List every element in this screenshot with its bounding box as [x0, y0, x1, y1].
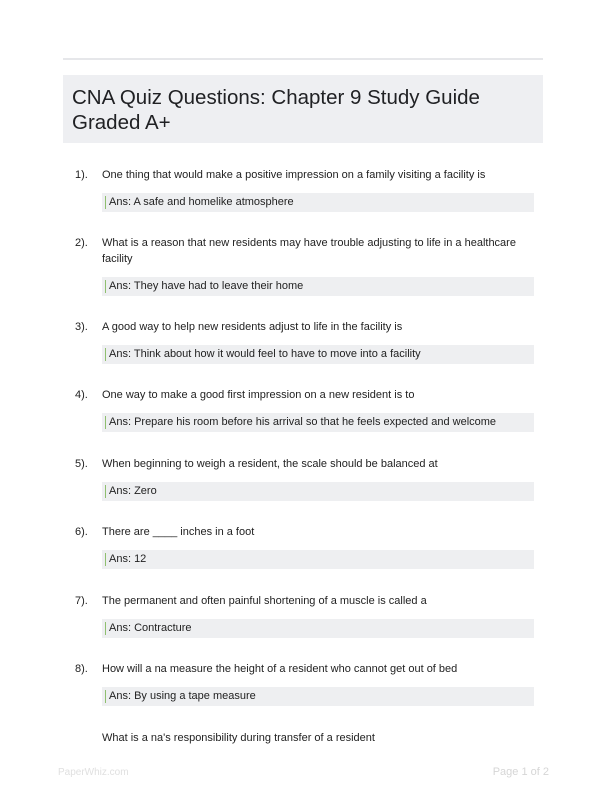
answer-box-2 [102, 277, 534, 296]
title-banner [63, 75, 543, 143]
page-number: Page 1 of 2 [492, 766, 549, 778]
answer-text: Ans: They have had to leave their home [109, 280, 304, 292]
question-text: What is a reason that new residents may have trouble adjusting to life in a healthcare facility [102, 237, 516, 265]
question-text: A good way to help new residents adjust to life in the facility is [102, 321, 403, 333]
question-text: How will a na measure the height of a resident who cannot get out of bed [102, 663, 458, 675]
answer-box-4 [102, 413, 534, 432]
answer-text: Ans: Zero [109, 485, 157, 497]
top-divider [63, 58, 543, 60]
answer-accent-bar [105, 416, 106, 429]
question-number: 8). [75, 663, 88, 675]
answer-accent-bar [105, 196, 106, 209]
answer-box-1 [102, 193, 534, 212]
answer-accent-bar [105, 280, 106, 293]
answer-accent-bar [105, 553, 106, 566]
answer-accent-bar [105, 690, 106, 703]
answer-text: Ans: A safe and homelike atmosphere [109, 196, 294, 208]
answer-accent-bar [105, 622, 106, 635]
page-title: CNA Quiz Questions: Chapter 9 Study Guide Graded A+ [72, 86, 480, 134]
question-number: 5). [75, 458, 88, 470]
answer-text: Ans: Prepare his room before his arrival so that he feels expected and welcome [109, 416, 497, 428]
question-text: The permanent and often painful shortening of a muscle is called a [102, 595, 427, 607]
question-text: One way to make a good first impression on a new resident is to [102, 389, 415, 401]
question-number: 2). [75, 237, 88, 249]
question-number: 7). [75, 595, 88, 607]
question-text: What is a na's responsibility during transfer of a resident [102, 732, 375, 744]
answer-box-6 [102, 550, 534, 569]
footer-watermark: PaperWhiz.com [58, 767, 129, 778]
answer-box-7 [102, 619, 534, 638]
question-text: When beginning to weigh a resident, the scale should be balanced at [102, 458, 438, 470]
answer-text: Ans: Think about how it would feel to have to move into a facility [109, 348, 421, 360]
answer-box-5 [102, 482, 534, 501]
answer-text: Ans: Contracture [109, 622, 192, 634]
answer-text: Ans: By using a tape measure [109, 690, 256, 702]
question-text: One thing that would make a positive impression on a family visiting a facility is [102, 169, 486, 181]
answer-accent-bar [105, 485, 106, 498]
answer-box-3 [102, 345, 534, 364]
question-number: 3). [75, 321, 88, 333]
answer-text: Ans: 12 [109, 553, 147, 565]
question-text: There are ____ inches in a foot [102, 526, 255, 538]
question-number: 4). [75, 389, 88, 401]
question-number: 6). [75, 526, 88, 538]
answer-accent-bar [105, 348, 106, 361]
answer-box-8 [102, 687, 534, 706]
question-number: 1). [75, 169, 88, 181]
